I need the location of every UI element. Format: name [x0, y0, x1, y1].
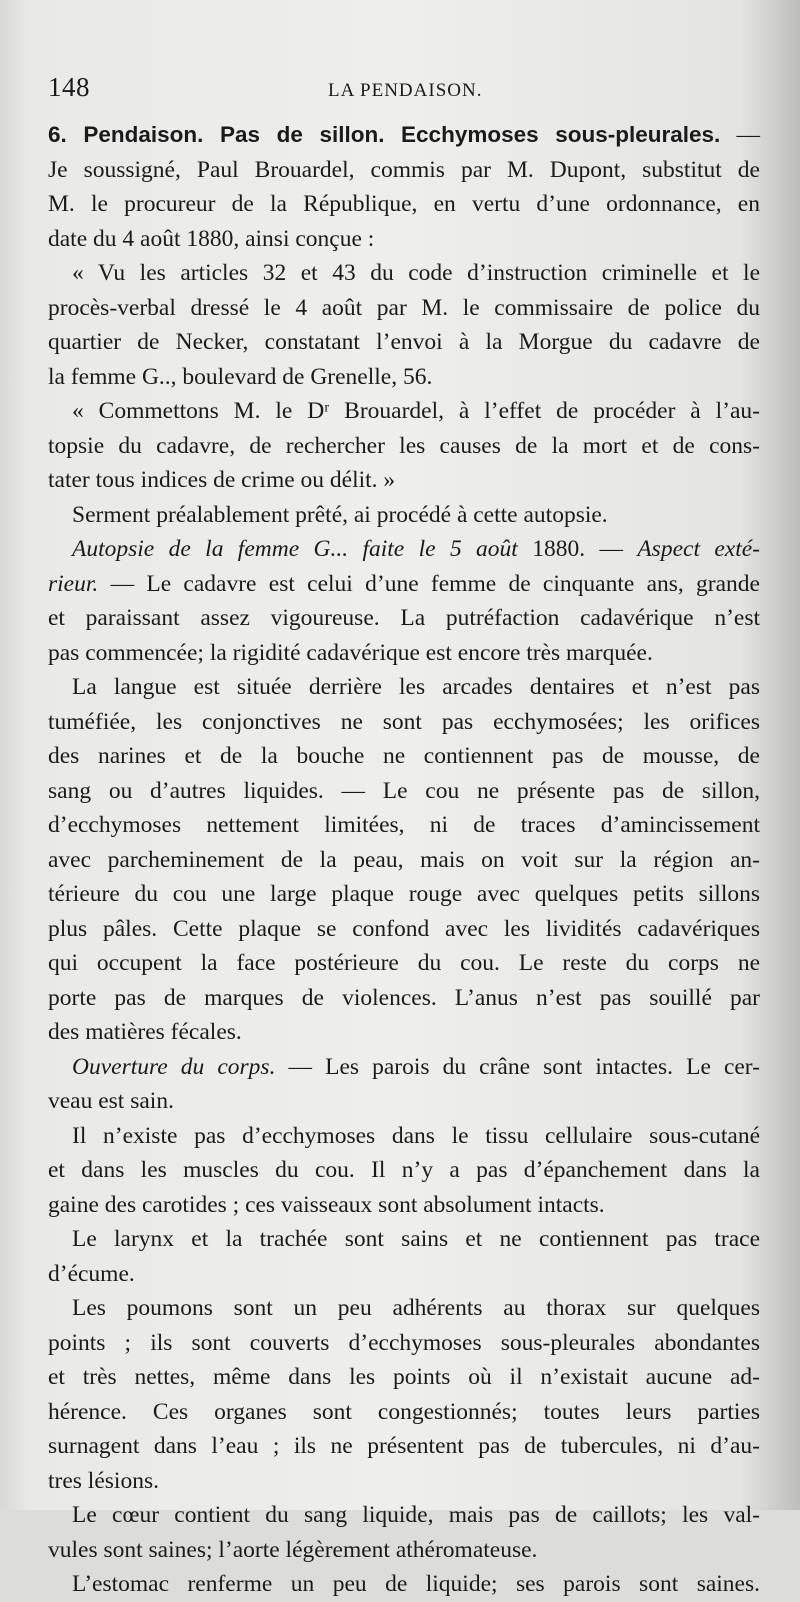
italic-run: rieur. [48, 570, 99, 597]
text-run: qui occupent la face postérieure du cou. Le reste du corps ne [48, 950, 760, 976]
text-run: des matières fécales. [48, 1019, 242, 1045]
text-line [48, 325, 760, 360]
text-line [48, 774, 760, 809]
text-line [48, 567, 760, 602]
text-line [48, 1567, 760, 1602]
text-run: — [720, 122, 760, 148]
text-line [48, 1084, 760, 1119]
body-text [48, 118, 760, 1602]
text-run: la femme G.., boulevard de Grenelle, 56. [48, 363, 433, 390]
text-line [48, 1015, 760, 1050]
text-line [48, 981, 760, 1016]
text-line [48, 498, 760, 533]
text-run: tres lésions. [48, 1467, 159, 1494]
text-run: L’estomac renferme un peu de liquide; ses parois sont saines. [72, 1571, 760, 1597]
text-run: pas commencée; la rigidité cadavérique est encore très marquée. [48, 639, 653, 666]
text-run: Le larynx et la trachée sont sains et ne contiennent pas trace [72, 1226, 760, 1252]
text-line [48, 636, 760, 671]
text-line [48, 912, 760, 947]
text-line [48, 1395, 760, 1430]
text-run: et très nettes, même dans les points où il n’existait aucune ad- [48, 1364, 760, 1390]
text-line [48, 1429, 760, 1464]
text-run: — Les parois du crâne sont intactes. Le cer- [275, 1053, 760, 1080]
text-run: vules sont saines; l’aorte légèrement athéromateuse. [48, 1536, 538, 1563]
text-run: — Le cadavre est celui d’une femme de cinquante ans, grande [98, 570, 760, 597]
text-line [48, 291, 760, 326]
text-line [48, 843, 760, 878]
text-run: procès-verbal dressé le 4 août par M. le commissaire de police du [48, 294, 760, 321]
text-line [48, 1533, 760, 1568]
text-run: 1880. — [517, 536, 638, 562]
text-line [48, 1498, 760, 1533]
italic-run: Autopsie de la femme G... faite le 5 août [72, 536, 518, 562]
text-line [48, 1291, 760, 1326]
text-run: Serment préalablement prêté, ai procédé à cette autopsie. [72, 501, 608, 528]
text-run: Les poumons sont un peu adhérents au thorax sur quelques [72, 1295, 760, 1321]
text-run: avec parcheminement de la peau, mais on voit sur la région an- [48, 846, 760, 873]
text-run: Il n’existe pas d’ecchymoses dans le tissu cellulaire sous-cutané [72, 1122, 760, 1149]
text-run: points ; ils sont couverts d’ecchymoses sous-pleurales abondantes [48, 1329, 760, 1356]
text-line [48, 463, 760, 498]
page-header [48, 70, 758, 110]
text-run: tuméfiée, les conjonctives ne sont pas ecchymosées; les orifices [48, 708, 760, 735]
text-run: surnagent dans l’eau ; ils ne présentent pas de tubercules, ni d’au- [48, 1433, 760, 1459]
text-run: M. le procureur de la République, en vertu d’une ordonnance, en [48, 191, 760, 217]
text-line [48, 429, 760, 464]
text-run: des narines et de la bouche ne contiennent pas de mousse, de [48, 743, 760, 769]
text-line [48, 705, 760, 740]
text-run: « Vu les articles 32 et 43 du code d’instruction criminelle et le [72, 260, 760, 286]
page-number: 148 [48, 72, 90, 102]
text-run: La langue est située derrière les arcades dentaires et n’est pas [72, 674, 760, 700]
text-run: porte pas de marques de violences. L’anus n’est pas souillé par [48, 984, 760, 1011]
text-line [48, 877, 760, 912]
text-run: et paraissant assez vigoureuse. La putréfaction cadavérique n’est [48, 605, 760, 631]
running-title: LA PENDAISON. [328, 80, 483, 101]
text-line [48, 532, 760, 567]
italic-run: Ouverture du corps. [72, 1053, 276, 1080]
text-line [48, 1119, 760, 1154]
text-run: « Commettons M. le Dʳ Brouardel, à l’effet de procéder à l’au- [72, 398, 760, 424]
text-line [48, 1257, 760, 1292]
section-heading: 6. Pendaison. Pas de sillon. Ecchymoses sous-pleurales. [48, 122, 721, 147]
text-run: térieure du cou une large plaque rouge avec quelques petits sillons [48, 881, 760, 907]
text-line [48, 222, 760, 257]
text-line [48, 1326, 760, 1361]
text-run: d’ecchymoses nettement limitées, ni de traces d’amincissement [48, 812, 760, 838]
text-run: sang ou d’autres liquides. — Le cou ne présente pas de sillon, [48, 777, 760, 804]
text-line [48, 601, 760, 636]
text-line [48, 118, 760, 153]
text-line [48, 1360, 760, 1395]
text-run: tater tous indices de crime ou délit. » [48, 467, 396, 493]
text-run: gaine des carotides ; ces vaisseaux sont absolument intacts. [48, 1191, 605, 1218]
text-line [48, 1188, 760, 1223]
text-run: quartier de Necker, constatant l’envoi à la Morgue du cadavre de [48, 329, 760, 355]
text-line [48, 670, 760, 705]
text-line [48, 808, 760, 843]
text-line [48, 739, 760, 774]
text-line [48, 1153, 760, 1188]
text-run: d’écume. [48, 1260, 135, 1287]
text-run: et dans les muscles du cou. Il n’y a pas d’épanchement dans la [48, 1157, 760, 1183]
text-line [48, 360, 760, 395]
text-line [48, 153, 760, 188]
text-line [48, 1050, 760, 1085]
text-line [48, 1464, 760, 1499]
text-line [48, 946, 760, 981]
text-line [48, 187, 760, 222]
text-run: date du 4 août 1880, ainsi conçue : [48, 225, 375, 252]
text-run: topsie du cadavre, de rechercher les causes de la mort et de cons- [48, 432, 760, 459]
text-run: Le cœur contient du sang liquide, mais pas de caillots; les val- [72, 1502, 760, 1528]
text-line [48, 394, 760, 429]
text-run: Je soussigné, Paul Brouardel, commis par M. Dupont, substitut de [48, 156, 760, 183]
italic-run: Aspect exté- [637, 536, 760, 562]
text-run: hérence. Ces organes sont congestionnés; toutes leurs parties [48, 1398, 760, 1425]
text-line [48, 256, 760, 291]
text-run: veau est sain. [48, 1088, 174, 1114]
text-run: plus pâles. Cette plaque se confond avec les lividités cadavériques [48, 915, 760, 942]
text-line [48, 1222, 760, 1257]
